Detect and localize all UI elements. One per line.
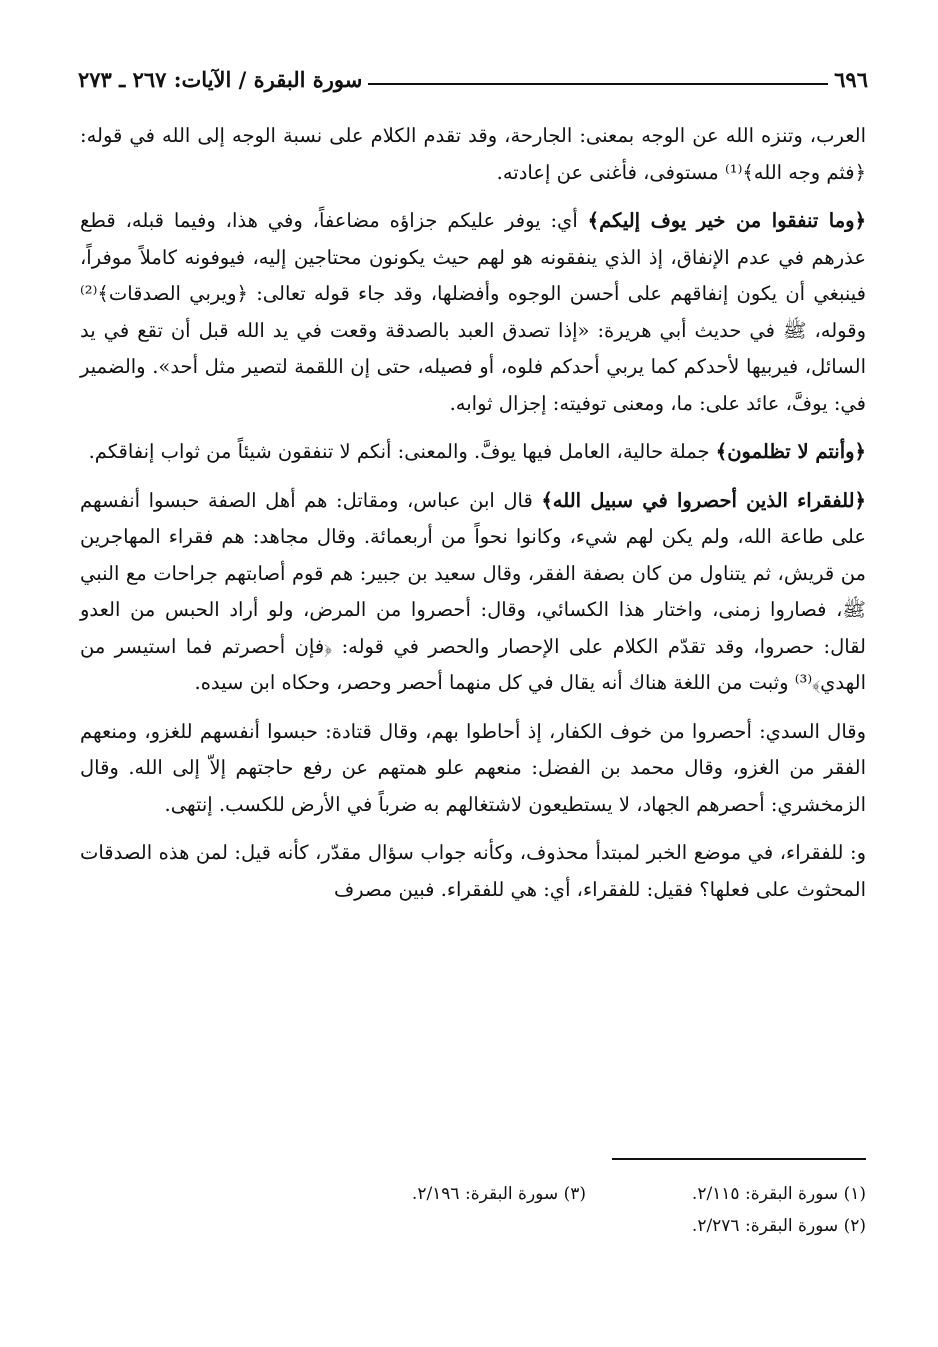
paragraph-2	[80, 203, 866, 422]
paragraph-text: أي: يوفر عليكم جزاؤه مضاعفاً، وفي هذا، وفيما قبله، قطع عذرهم في عدم الإنفاق، إذ الذي ينفقونه هو لهم حيث يكونون محتاجين إليه، فيوفونه كاملاً موفراً، فينبغي أن يكون إنفاقهم على أحسن الوجوه وأفضلها، وقد جاء قوله تعالى: ﴿ويربي الصدقات﴾⁽²⁾ وقوله، ﷺ في حديث أبي هريرة: «إذا تصدق العبد بالصدقة وقعت في يد الله قبل أن تقع في يد السائل، فيربيها لأحدكم كما يربي أحدكم فلوه، أو فصيله، حتى إن اللقمة لتصير مثل أحد». والضمير في: يوفَّ، عائد على: ما، ومعنى توفيته: إجزال ثوابه.	[80, 209, 866, 415]
footnote-rule	[612, 1158, 866, 1160]
footnote-row	[200, 1210, 866, 1242]
paragraph-6	[80, 835, 866, 908]
paragraph-text: و: للفقراء، في موضع الخبر لمبتدأ محذوف، وكأنه جواب سؤال مقدّر، كأنه قيل: لمن هذه الصدقات المحثوث على فعلها؟ فقيل: للفقراء، أي: هي للفقراء. فبين مصرف	[80, 841, 866, 901]
footnotes	[200, 1178, 866, 1242]
footnote-2: (٢) سورة البقرة: ٢/٢٧٦.	[691, 1216, 866, 1236]
paragraph-4	[80, 483, 866, 702]
paragraph-text: وقال السدي: أحصروا من خوف الكفار، إذ أحاطوا بهم، وقال قتادة: حبسوا أنفسهم للغزو، ومنعهم الفقر من الغزو، وقال محمد بن الفضل: منعهم علو همتهم عن رفع حاجتهم إلاّ إلى الله. وقال الزمخشري: أحصرهم الجهاد، لا يستطيعون لاشتغالهم به ضرباً في الأرض للكسب. إنتهى.	[80, 719, 866, 816]
paragraph-text: العرب، وتنزه الله عن الوجه بمعنى: الجارحة، وقد تقدم الكلام على نسبة الوجه إلى الله في قوله: ﴿فثم وجه الله﴾⁽¹⁾ مستوفى، فأغنى عن إعادته.	[80, 124, 866, 184]
page-header	[78, 52, 868, 92]
page-number: ٦٩٦	[834, 67, 868, 92]
verse-quote: ﴿وما تنفقوا من خير يوف إليكم﴾	[587, 209, 866, 232]
footnote-3: (٣) سورة البقرة: ٢/١٩٦.	[411, 1184, 586, 1204]
paragraph-3	[80, 434, 866, 471]
running-title: سورة البقرة / الآيات: ٢٦٧ ـ ٢٧٣	[78, 67, 363, 92]
footnote-row	[200, 1178, 866, 1210]
paragraph-5	[80, 714, 866, 824]
verse-quote: ﴿للفقراء الذين أحصروا في سبيل الله﴾	[541, 488, 866, 512]
verse-quote: ﴿وأنتم لا تظلمون﴾	[715, 440, 866, 463]
header-rule	[368, 83, 828, 85]
paragraph-text: قال ابن عباس، ومقاتل: هم أهل الصفة حبسوا أنفسهم على طاعة الله، ولم يكن لهم شيء، وكانوا نحواً من أربعمائة. وقال مجاهد: هم فقراء المهاجرين من قريش، ثم يتناول من كان بصفة الفقر، وقال سعيد بن جبير: هم قوم أصابتهم جراحات مع النبي ﷺ، فصاروا زمنى، واختار هذا الكسائي، وقال: أحصروا من المرض، ولو أراد الحبس من العدو لقال: حصروا، وقد تقدّم الكلام على الإحصار والحصر في قوله: ﴿فإن أحصرتم فما استيسر من الهدي﴾⁽³⁾ وثبت من اللغة هناك أنه يقال في كل منهما أحصر وحصر، وحكاه ابن سيده.	[80, 488, 866, 694]
footnote-1: (١) سورة البقرة: ٢/١١٥.	[691, 1184, 866, 1204]
main-text	[80, 118, 866, 920]
paragraph-text: جملة حالية، العامل فيها يوفَّ. والمعنى: أنكم لا تنفقون شيئاً من ثواب إنفاقكم.	[88, 440, 716, 463]
paragraph-1	[80, 118, 866, 191]
